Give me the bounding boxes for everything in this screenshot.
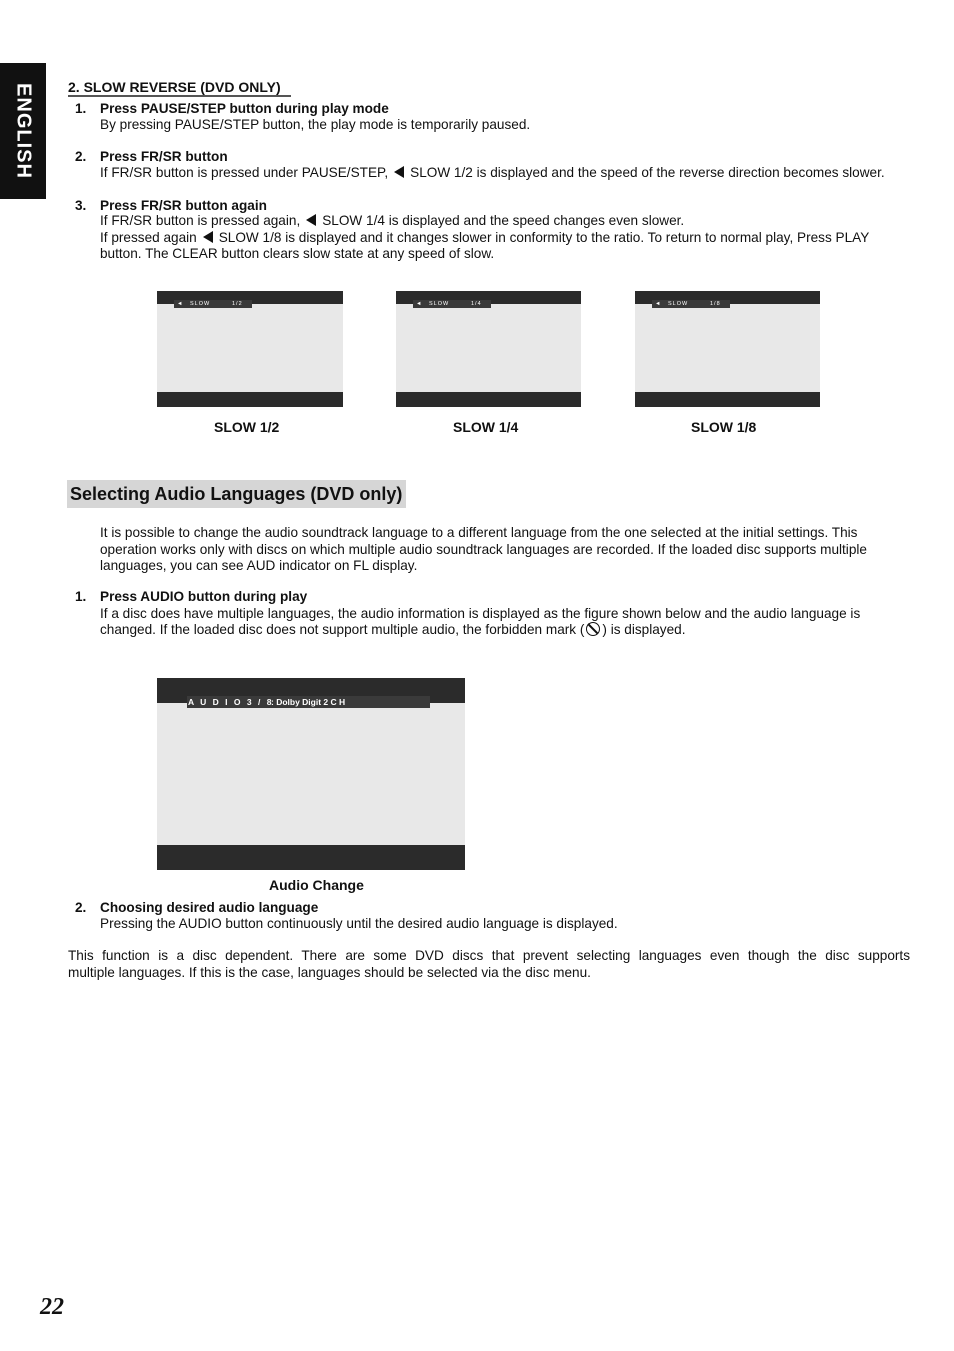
step-number: 2.	[75, 900, 87, 915]
step-body: If pressed again SLOW 1/8 is displayed and it changes slower in conformity to the ratio. To return to normal play, Press PLAY	[100, 230, 870, 245]
step-title: Press FR/SR button again	[100, 198, 267, 213]
section-heading: 2. SLOW REVERSE (DVD ONLY)	[68, 79, 291, 97]
screen-caption: SLOW 1/2	[214, 419, 280, 435]
tv-screen-slow-half	[157, 291, 343, 407]
step-body: If FR/SR button is pressed again, SLOW 1/4 is displayed and the speed changes even slower.	[100, 213, 685, 228]
step-body: changed. If the loaded disc does not support multiple audio, the forbidden mark ( ) is displayed.	[100, 622, 686, 637]
step-title: Press FR/SR button	[100, 149, 228, 164]
step-body: By pressing PAUSE/STEP button, the play mode is temporarily paused.	[100, 117, 531, 132]
reverse-triangle-icon	[203, 231, 213, 243]
step-number: 3.	[75, 198, 87, 213]
tv-screen-slow-eighth	[635, 291, 820, 407]
step-number: 2.	[75, 149, 87, 164]
step-body: If FR/SR button is pressed under PAUSE/STEP, SLOW 1/2 is displayed and the speed of the reverse direction becomes slower.	[100, 165, 885, 180]
screen-caption: SLOW 1/4	[453, 419, 519, 435]
tv-screen-slow-quarter	[396, 291, 581, 407]
step-number: 1.	[75, 101, 87, 116]
forbidden-mark-icon	[586, 622, 600, 636]
audio-osd-bar: A U D I O 3 / 8 : Dolby Digit 2 C H	[187, 696, 430, 708]
step-title: Choosing desired audio language	[100, 900, 319, 915]
osd-bar: ◄ SLOW 1/8	[652, 300, 730, 308]
reverse-triangle-icon	[306, 214, 316, 226]
osd-bar: ◄ SLOW 1/2	[174, 300, 252, 308]
reverse-triangle-icon	[394, 166, 404, 178]
language-tab	[0, 63, 46, 199]
step-body: button. The CLEAR button clears slow state at any speed of slow.	[100, 246, 495, 261]
step-title: Press PAUSE/STEP button during play mode	[100, 101, 389, 116]
osd-bar: ◄ SLOW 1/4	[413, 300, 491, 308]
note-paragraph: This function is a disc dependent. There are some DVD discs that prevent selecting languages even though the disc supports multiple languages. If this is the case, languages should be selected via the disc menu.	[68, 948, 910, 980]
audio-caption: Audio Change	[269, 877, 364, 893]
step-body: If a disc does have multiple languages, the audio information is displayed as the figure shown below and the audio language is	[100, 606, 861, 621]
step-number: 1.	[75, 589, 87, 604]
step-body: Pressing the AUDIO button continuously until the desired audio language is displayed.	[100, 916, 618, 931]
screen-caption: SLOW 1/8	[691, 419, 757, 435]
tv-screen-audio	[157, 678, 465, 870]
page-number: 22	[40, 1294, 64, 1320]
step-title: Press AUDIO button during play	[100, 589, 308, 604]
language-tab-label: ENGLISH	[12, 83, 35, 179]
audio-section-title: Selecting Audio Languages (DVD only)	[67, 480, 406, 508]
intro-paragraph: It is possible to change the audio soundtrack language to a different language from the one selected at the initial settings. This operation works only with discs on which multiple audio soundtrack languages are recorded. If the loaded disc supports multiple languages, you can see AUD indicator on FL display.	[100, 525, 867, 573]
